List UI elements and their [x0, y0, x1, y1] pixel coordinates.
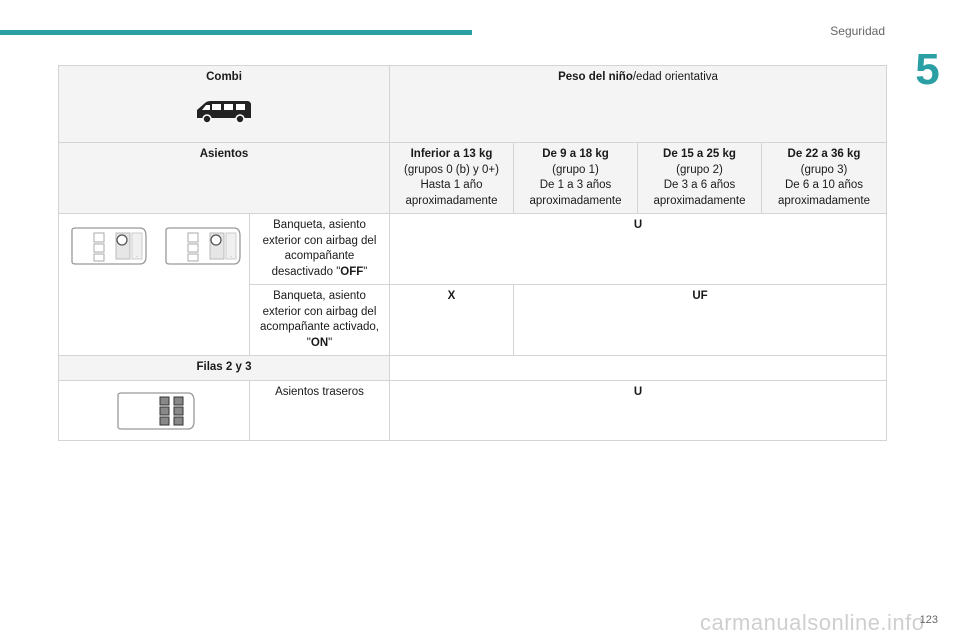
group-age: De 6 a 10 años [784, 179, 863, 191]
seat-label-text: Banqueta, asiento exterior con airbag del acompañante desactivado " [262, 219, 377, 278]
group-cell [390, 143, 514, 214]
airbag-state: ON [310, 336, 329, 349]
table-row [59, 356, 887, 381]
seat-label-text: Banqueta, asiento exterior con airbag del acompañante activado, " [260, 290, 379, 349]
van-rear-seats-icon [112, 389, 196, 433]
group-weight: Inferior a 13 kg [410, 148, 493, 160]
weight-header-cell [390, 66, 887, 143]
combi-label: Combi [206, 71, 242, 83]
groups-row [59, 143, 887, 214]
watermark: carmanualsonline.info [700, 610, 925, 635]
svg-text:◦: ◦ [136, 254, 138, 259]
table-row [59, 380, 887, 440]
rear-diagram-cell [59, 380, 250, 440]
group-age: Hasta 1 año [420, 179, 483, 191]
seat-label-quote: " [363, 265, 368, 278]
combi-cell [59, 66, 390, 143]
seat-description [250, 214, 390, 285]
group-age-note: aproximadamente [777, 194, 871, 207]
page-number: 123 [919, 614, 938, 626]
group-weight: De 15 a 25 kg [663, 148, 736, 160]
seat-description: Asientos traseros [250, 380, 390, 440]
child-seat-table [58, 65, 887, 441]
group-cell [762, 143, 887, 214]
seats-label: Asientos [59, 143, 390, 214]
empty-cell [390, 356, 887, 381]
weight-title: Peso del niño [558, 71, 633, 83]
seat-description [250, 285, 390, 356]
suitability-value: X [390, 285, 514, 356]
group-cell [514, 143, 638, 214]
group-age: De 1 a 3 años [539, 179, 612, 191]
table-header-row [59, 66, 887, 143]
group-name: (grupo 3) [800, 163, 848, 176]
rows-2-3-label: Filas 2 y 3 [59, 356, 390, 381]
airbag-state: OFF [340, 265, 364, 278]
van-icon [193, 98, 255, 128]
group-age: De 3 a 6 años [663, 179, 736, 191]
group-weight: De 22 a 36 kg [787, 148, 861, 160]
suitability-value: U [390, 214, 887, 285]
section-title: Seguridad [830, 24, 885, 38]
van-topview-icon [66, 224, 148, 268]
table-row [59, 214, 887, 285]
seat-label-quote: " [328, 336, 333, 349]
suitability-value: U [390, 380, 887, 440]
svg-text:◦: ◦ [230, 254, 232, 259]
header-accent-bar [0, 30, 472, 35]
group-age-note: aproximadamente [529, 194, 622, 207]
group-name: (grupo 2) [676, 163, 723, 176]
suitability-value: UF [514, 285, 887, 356]
van-topview-icon [160, 224, 242, 268]
group-age-note: aproximadamente [405, 194, 498, 207]
group-weight: De 9 a 18 kg [542, 148, 609, 160]
group-cell [638, 143, 762, 214]
group-age-note: aproximadamente [653, 194, 746, 207]
weight-subtitle: /edad orientativa [632, 71, 718, 83]
group-name: (grupos 0 (b) y 0+) [404, 163, 499, 176]
group-name: (grupo 1) [552, 163, 599, 176]
chapter-number: 5 [915, 45, 940, 94]
front-bench-diagram-cell [59, 214, 250, 356]
